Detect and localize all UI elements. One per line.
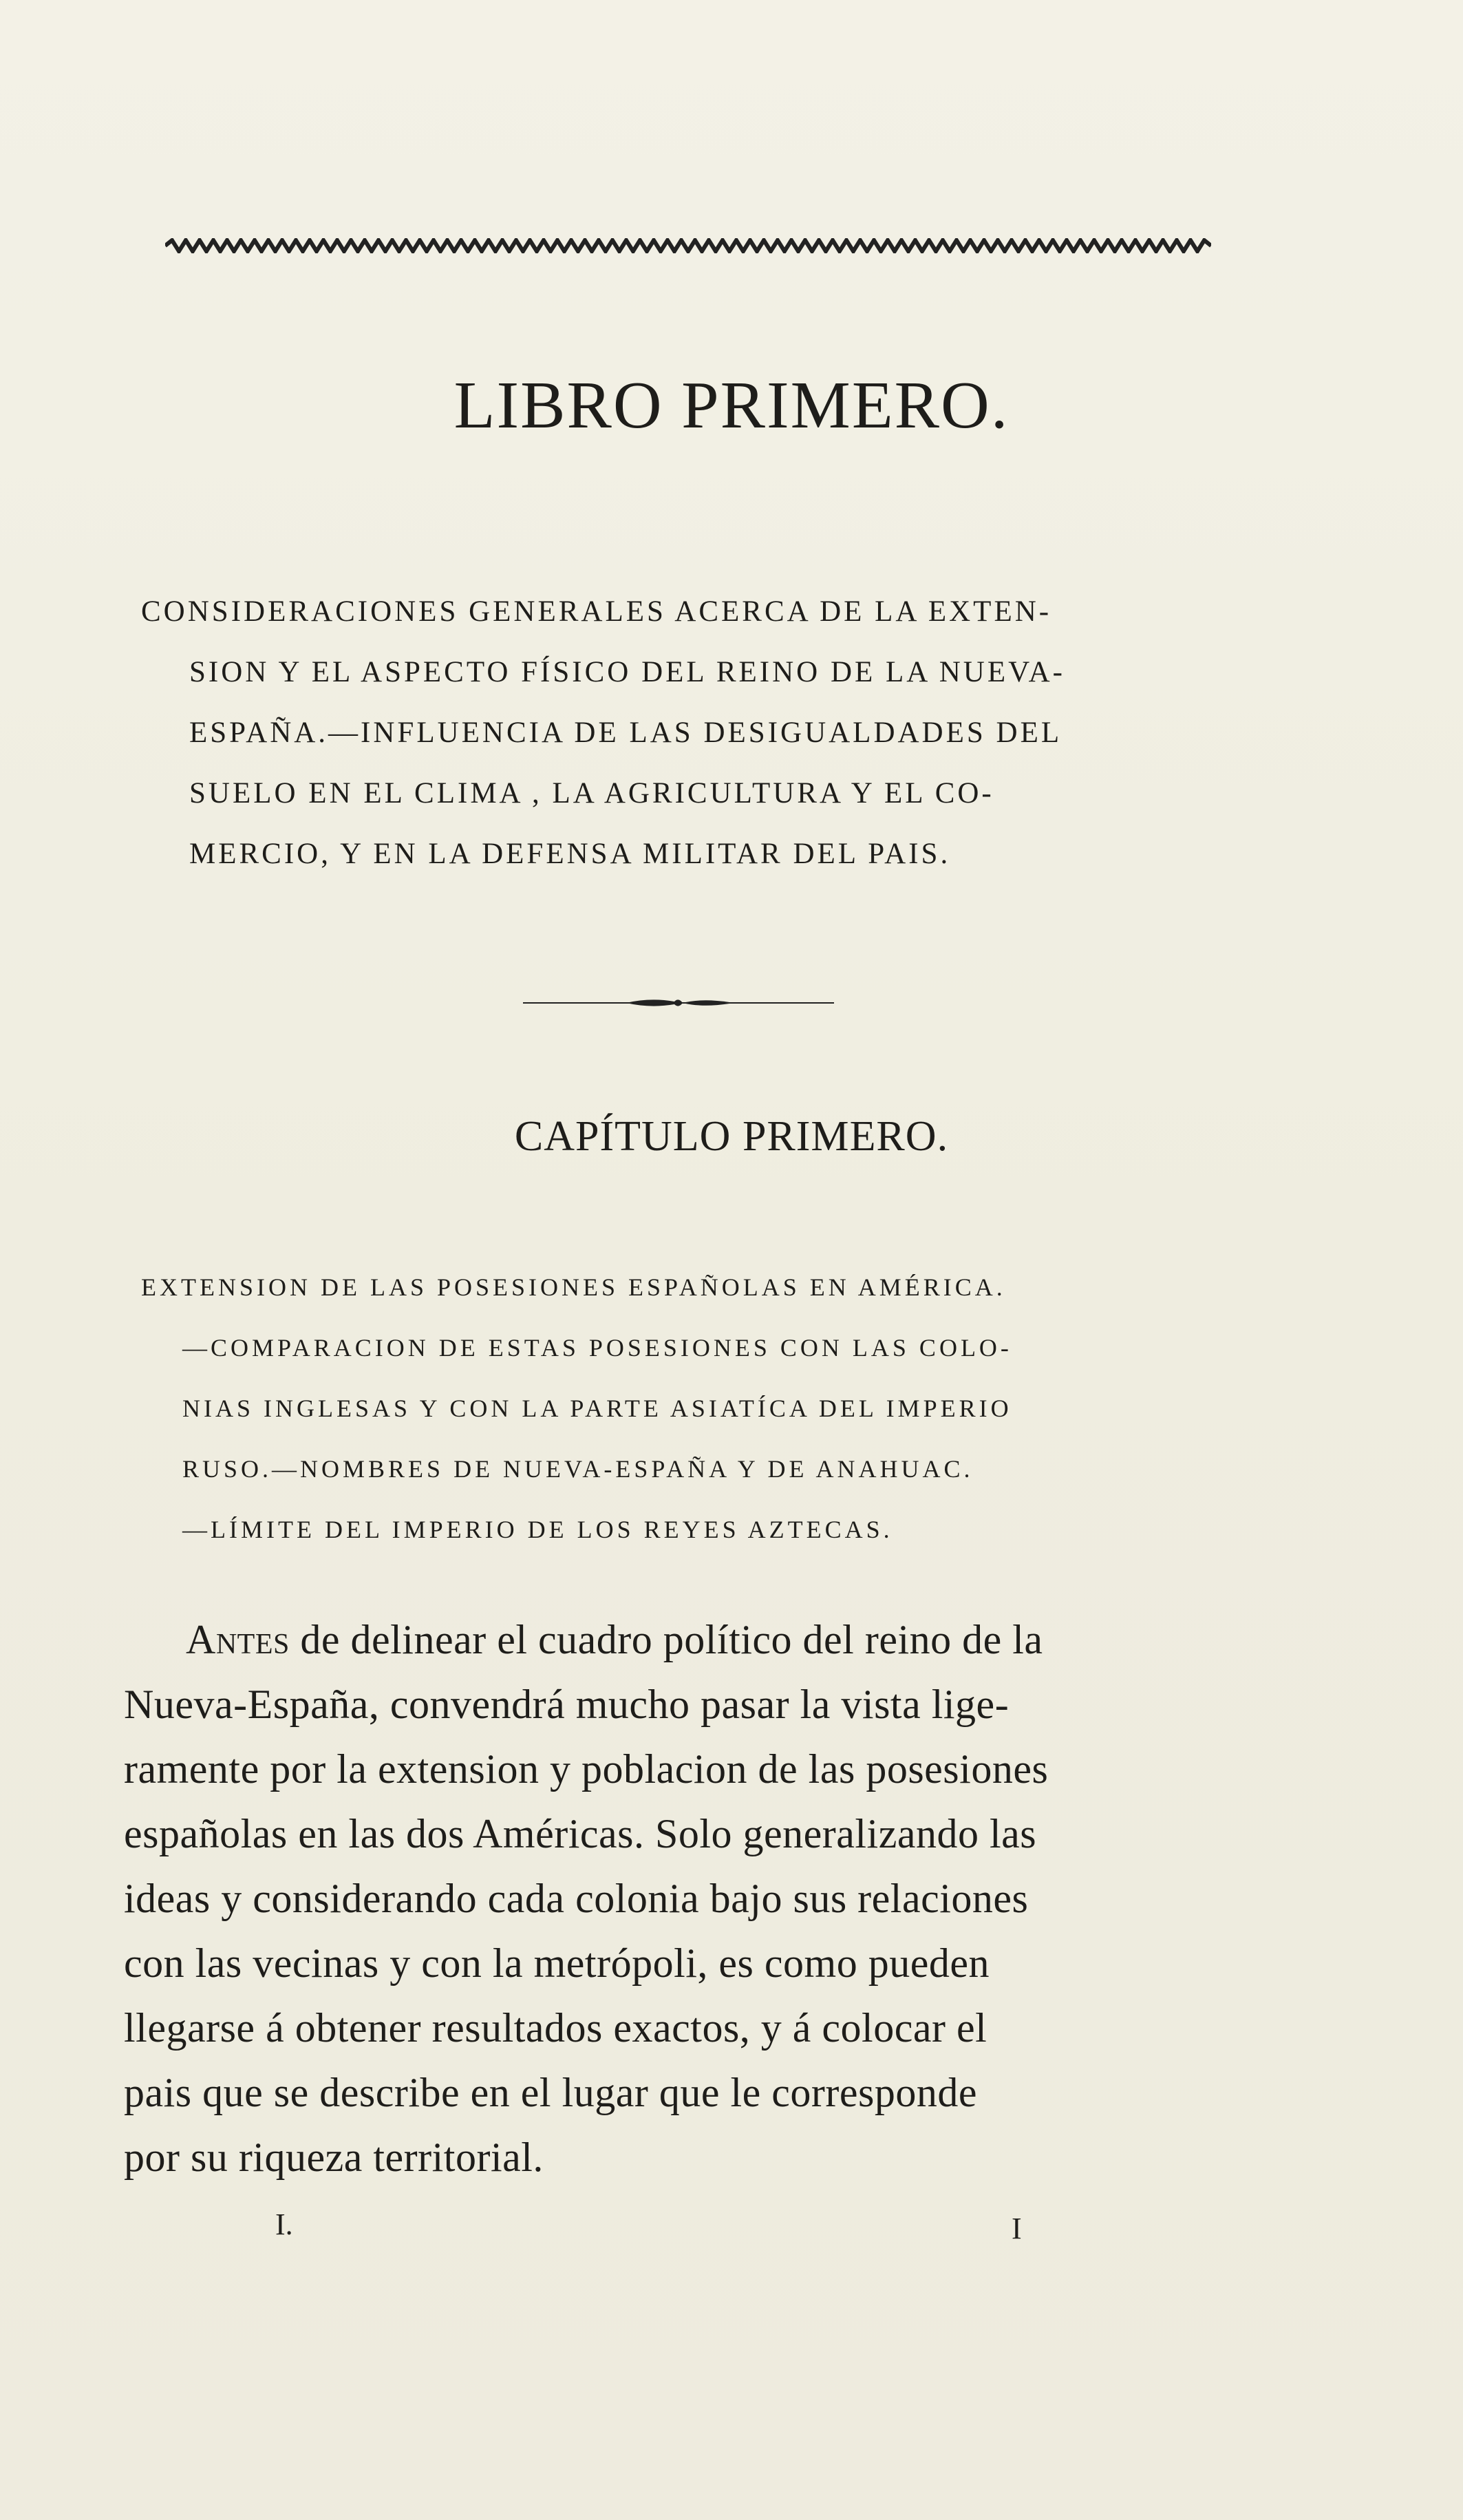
chapter-summary-line: NIAS INGLESAS Y CON LA PARTE ASIATÍCA DEL IMPERIO bbox=[182, 1395, 1012, 1422]
body-line: pais que se describe en el lugar que le corresponde bbox=[124, 2070, 978, 2115]
drop-word: Antes bbox=[186, 1617, 290, 1662]
body-line: llegarse á obtener resultados exactos, y á colocar el bbox=[124, 2005, 987, 2051]
summary-line: SION Y EL ASPECTO FÍSICO DEL REINO DE LA NUEVA- bbox=[189, 656, 1065, 688]
chapter-summary bbox=[141, 1257, 1215, 1560]
body-paragraph bbox=[124, 1607, 1197, 2190]
body-first-line bbox=[124, 1607, 1197, 1672]
book-summary bbox=[141, 582, 1215, 885]
summary-line: ESPAÑA.—INFLUENCIA DE LAS DESIGUALDADES DEL bbox=[189, 717, 1062, 749]
book-title: LIBRO PRIMERO. bbox=[453, 368, 1010, 443]
chapter-summary-line: —LÍMITE DEL IMPERIO DE LOS REYES AZTECAS. bbox=[182, 1516, 893, 1543]
body-first-line-rest: de delinear el cuadro político del reino de la bbox=[289, 1617, 1043, 1662]
body-line: ramente por la extension y poblacion de las posesiones bbox=[124, 1746, 1049, 1792]
chapter-summary-line: —COMPARACION DE ESTAS POSESIONES CON LAS COLO- bbox=[182, 1334, 1012, 1362]
page-number: I bbox=[1012, 2212, 1022, 2245]
body-line: con las vecinas y con la metrópoli, es como pueden bbox=[124, 1940, 990, 1986]
ornamental-rule-top bbox=[165, 238, 1211, 253]
signature-mark: I. bbox=[275, 2207, 293, 2241]
chapter-title: CAPÍTULO PRIMERO. bbox=[514, 1113, 949, 1160]
summary-line: CONSIDERACIONES GENERALES ACERCA DE LA EXTEN- bbox=[141, 595, 1052, 628]
body-line: españolas en las dos Américas. Solo generalizando las bbox=[124, 1811, 1037, 1856]
summary-line: MERCIO, Y EN LA DEFENSA MILITAR DEL PAIS. bbox=[189, 838, 951, 870]
ornamental-divider bbox=[523, 995, 834, 1010]
body-line: Nueva-España, convendrá mucho pasar la vista lige- bbox=[124, 1682, 1010, 1727]
body-line: por su riqueza territorial. bbox=[124, 2135, 544, 2180]
summary-line: SUELO EN EL CLIMA , LA AGRICULTURA Y EL CO- bbox=[189, 777, 994, 809]
body-line: ideas y considerando cada colonia bajo sus relaciones bbox=[124, 1876, 1029, 1921]
chapter-summary-line: RUSO.—NOMBRES DE NUEVA-ESPAÑA Y DE ANAHUAC. bbox=[182, 1455, 974, 1483]
chapter-summary-line: EXTENSION DE LAS POSESIONES ESPAÑOLAS EN AMÉRICA. bbox=[141, 1273, 1006, 1301]
